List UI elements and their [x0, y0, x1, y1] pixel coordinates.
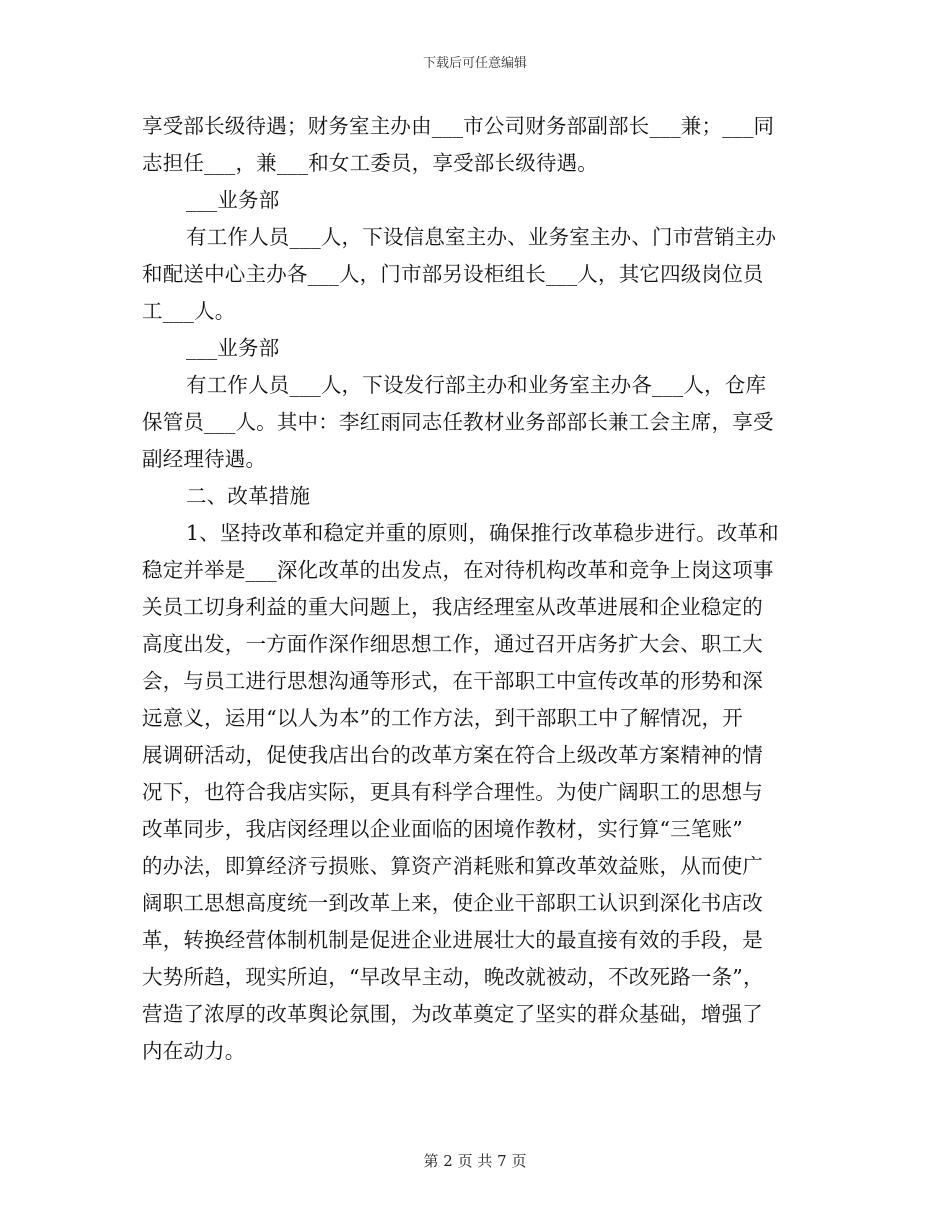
text-line: 工___人。 [142, 299, 236, 323]
text-line: 营造了浓厚的改革舆论氛围，为改革奠定了坚实的群众基础，增强了 [142, 1002, 763, 1026]
text-line: 阔职工思想高度统一到改革上来，使企业干部职工认识到深化书店改 [142, 891, 763, 915]
text-line: 高度出发，一方面作深作细思想工作，通过召开店务扩大会、职工大 [142, 632, 763, 656]
text-line: 有工作人员___人，下设发行部主办和业务室主办各___人，仓库 [186, 373, 767, 397]
text-line: 内在动力。 [142, 1039, 246, 1063]
text-line: 革，转换经营体制机制是促进企业进展壮大的最直接有效的手段，是 [142, 928, 763, 952]
text-line: 和配送中心主办各___人，门市部另设柜组长___人，其它四级岗位员 [142, 262, 764, 286]
text-line: 稳定并举是___深化改革的出发点，在对待机构改革和竞争上岗这项事 [142, 558, 774, 582]
text-line: 志担任___，兼___和女工委员，享受部长级待遇。 [142, 151, 598, 175]
text-line: 大势所趋，现实所迫，“早改早主动，晚改就被动，不改死路一条”， [142, 965, 764, 989]
section-heading: ___业务部 [186, 336, 280, 360]
page-number: 第 2 页 共 7 页 [423, 1152, 527, 1170]
text-line: 的办法，即算经济亏损账、算资产消耗账和算改革效益账，从而使广 [142, 854, 763, 878]
text-line: 展调研活动，促使我店出台的改革方案在符合上级改革方案精神的情 [142, 743, 763, 767]
text-line: 享受部长级待遇；财务室主办由___市公司财务部副部长___兼；___同 [142, 114, 775, 138]
text-line: 有工作人员___人，下设信息室主办、业务室主办、门市营销主办 [186, 225, 777, 249]
text-line: 关员工切身利益的重大问题上，我店经理室从改革进展和企业稳定的 [142, 595, 763, 619]
text-line: 保管员___人。其中：李红雨同志任教材业务部部长兼工会主席，享受 [142, 410, 774, 434]
text-line: 改革同步，我店闵经理以企业面临的困境作教材，实行算“三笔账” [142, 817, 743, 841]
text-line: 况下，也符合我店实际，更具有科学合理性。为使广阔职工的思想与 [142, 780, 763, 804]
text-line: 1、坚持改革和稳定并重的原则，确保推行改革稳步进行。改革和 [186, 521, 779, 545]
text-line: 副经理待遇。 [142, 447, 267, 471]
text-line: 远意义，运用“以人为本”的工作方法，到干部职工中了解情况，开 [142, 706, 743, 730]
header-note: 下载后可任意编辑 [422, 56, 527, 71]
section-heading: ___业务部 [186, 188, 280, 212]
document-body [142, 108, 808, 1070]
section-heading: 二、改革措施 [186, 484, 311, 508]
text-line: 会，与员工进行思想沟通等形式，在干部职工中宣传改革的形势和深 [142, 669, 763, 693]
